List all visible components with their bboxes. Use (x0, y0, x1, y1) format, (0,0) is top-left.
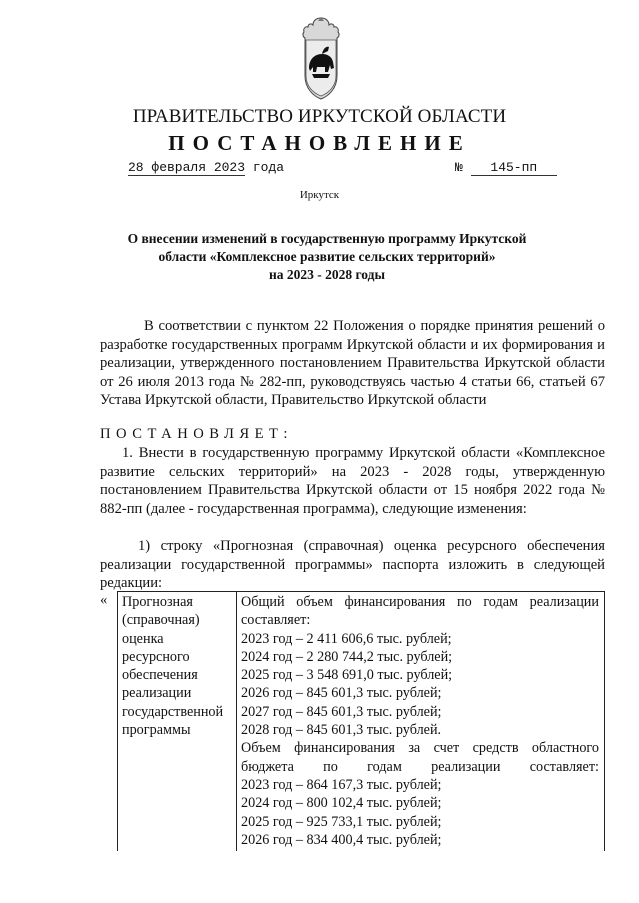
number-label: № (455, 160, 463, 175)
passport-table (117, 591, 605, 851)
subject-line: на 2023 - 2028 годы (268, 267, 386, 282)
funding-line: 2025 год – 3 548 691,0 тыс. рублей; (241, 667, 453, 684)
funding-line: 2024 год – 2 280 744,2 тыс. рублей; (241, 648, 453, 665)
regional-funding-heading: Объем финансирования за счет средств областного бюджета по годам реализации составляет: (241, 740, 599, 775)
item-1-paragraph (100, 444, 605, 518)
preamble-paragraph (100, 317, 605, 410)
resolves-heading: ПОСТАНОВЛЯЕТ: (100, 426, 293, 442)
subject-line: О внесении изменений в государственную программу Иркутской (127, 231, 527, 246)
number-value: 145-пп (471, 160, 557, 176)
funding-line: 2023 год – 2 411 606,6 тыс. рублей; (241, 630, 452, 647)
funding-line: 2023 год – 864 167,3 тыс. рублей; (241, 776, 442, 793)
item-1-1-paragraph (100, 537, 605, 593)
document-type-title: ПОСТАНОВЛЕНИЕ (168, 131, 471, 155)
government-title: ПРАВИТЕЛЬСТВО ИРКУТСКОЙ ОБЛАСТИ (132, 106, 507, 127)
total-funding-heading: Общий объем финансирования по годам реализации составляет: (241, 594, 599, 629)
funding-line: 2027 год – 845 601,3 тыс. рублей; (241, 703, 442, 720)
row-label-cell: Прогнозная (справочная) оценка ресурсного обеспечения реализации государственной программы (118, 592, 237, 852)
funding-line: 2026 год – 834 400,4 тыс. рублей; (241, 831, 442, 848)
funding-line: 2028 год – 845 601,3 тыс. рублей. (241, 722, 442, 739)
document-subject (100, 230, 554, 284)
funding-line: 2026 год – 845 601,3 тыс. рублей; (241, 685, 442, 702)
table-row (118, 592, 605, 852)
city-name: Иркутск (299, 189, 340, 201)
funding-line: 2024 год – 800 102,4 тыс. рублей; (241, 795, 442, 812)
irkutsk-coat-of-arms-icon (298, 16, 344, 100)
preamble-text: В соответствии с пунктом 22 Положения о порядке принятия решений о разработке государственных программ Иркутской области и их формирования и реализации, утвержденного постановлением Правительства Иркутской области от 26 июля 2013 года № 282-пп, руководствуясь частью 4 статьи 66, статьей 67 Устава Иркутской области, Правительство Иркутской области (100, 318, 605, 408)
subject-line: области «Комплексное развитие сельских территорий» (158, 249, 496, 264)
decree-date (128, 160, 284, 175)
date-value: 28 февраля 2023 (128, 160, 246, 175)
date-suffix: года (252, 160, 285, 175)
funding-line: 2025 год – 925 733,1 тыс. рублей; (241, 813, 442, 830)
item-1-text: 1. Внести в государственную программу Иркутской области «Комплексное развитие сельских территорий» на 2023 - 2028 годы, утвержденную постановлением Правительства Иркутской области от 15 ноября 2022 года № 882-пп (далее - государственная программа), следующие изменения: (100, 445, 605, 517)
decree-number (455, 160, 557, 176)
item-1-1-text: 1) строку «Прогнозная (справочная) оценка ресурсного обеспечения реализации государственной программы» паспорта изложить в следующей редакции: (100, 538, 605, 591)
funding-cell (237, 592, 605, 852)
open-quote: « (100, 592, 108, 608)
